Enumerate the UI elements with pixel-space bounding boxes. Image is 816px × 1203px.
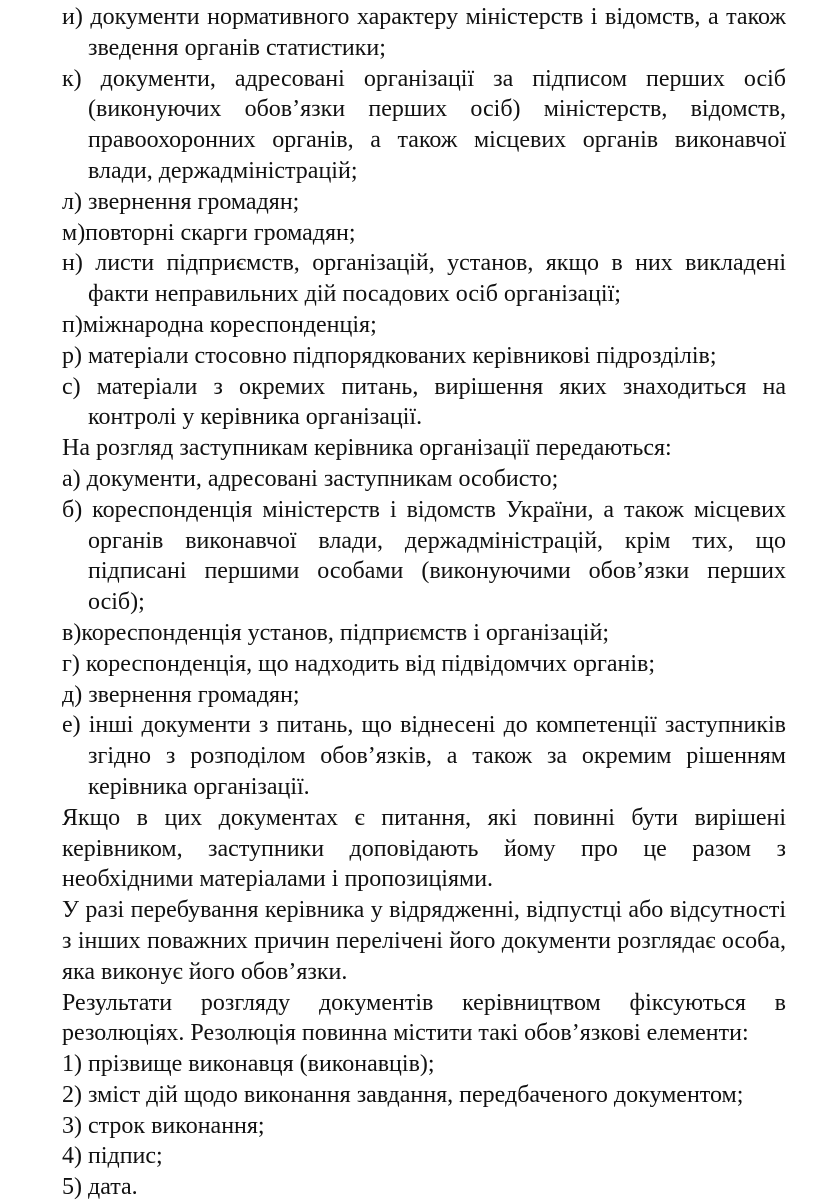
body-paragraph: У разі перебування керівника у відрядженні, відпустці або відсутності з інших поважних причин перелічені його документи розглядає особа, яка виконує його обов’язки. [62, 897, 786, 985]
list-item: 5) дата. [62, 1174, 138, 1201]
list-item: 2) зміст дій щодо виконання завдання, передбаченого документом; [62, 1081, 744, 1108]
list-item: р) матеріали стосовно підпорядкованих керівникові підрозділів; [62, 342, 717, 369]
list-item: п)міжнародна кореспонденція; [62, 311, 377, 338]
list-item: 3) строк виконання; [62, 1112, 265, 1139]
list-item: е) інші документи з питань, що віднесені до компетенції заступників згідно з розподілом обов’язків, а також за окремим рішенням керівника організації. [62, 712, 786, 800]
list-item: к) документи, адресовані організації за підписом перших осіб (виконуючих обов’язки перших осіб) міністерств, відомств, правоохоронних органів, а також місцевих органів виконавчої влади, держадміністрацій; [62, 65, 786, 184]
list-item: н) листи підприємств, організацій, установ, якщо в них викладені факти неправильних дій посадових осіб організації; [62, 250, 786, 308]
list-item: и) документи нормативного характеру міністерств і відомств, а також зведення органів статистики; [62, 4, 786, 61]
body-paragraph: Результати розгляду документів керівництвом фіксуються в резолюціях. Резолюція повинна містити такі обов’язкові елементи: [62, 989, 786, 1047]
deputies-intro: На розгляд заступникам керівника організації передаються: [62, 435, 672, 462]
list-item: с) матеріали з окремих питань, вирішення яких знаходиться на контролі у керівника організації. [62, 373, 786, 431]
list-item: д) звернення громадян; [62, 681, 300, 708]
body-paragraph: Якщо в цих документах є питання, які повинні бути вирішені керівником, заступники доповідають йому про це разом з необхідними матеріалами і пропозиціями. [62, 804, 786, 893]
list-item: в)кореспонденція установ, підприємств і організацій; [62, 619, 610, 646]
list-item: б) кореспонденція міністерств і відомств України, а також місцевих органів виконавчої влади, держадміністрацій, крім тих, що підписані першими особами (виконуючими обов’язки перших осіб); [62, 496, 786, 616]
list-item: 1) прізвище виконавця (виконавців); [62, 1051, 435, 1078]
list-item: 4) підпис; [62, 1143, 163, 1170]
list-item: л) звернення громадян; [62, 188, 300, 215]
list-item: г) кореспонденція, що надходить від підвідомчих органів; [62, 650, 655, 677]
list-item: а) документи, адресовані заступникам особисто; [62, 465, 559, 492]
list-item: м)повторні скарги громадян; [62, 219, 356, 246]
